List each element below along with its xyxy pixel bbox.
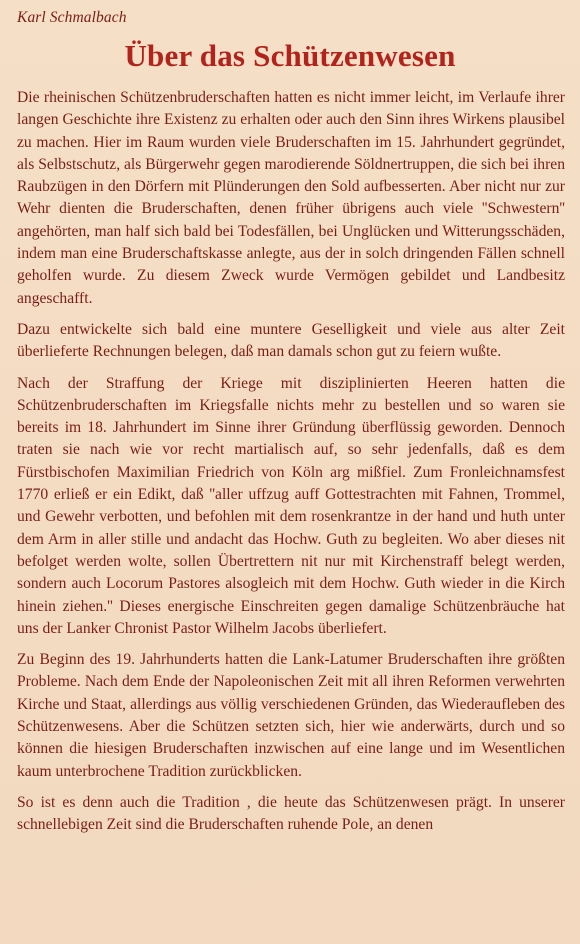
- paragraph-1: Die rheinischen Schützenbruderschaften hatten es nicht immer leicht, im Verlaufe ihrer langen Geschichte ihre Existenz zu erhalten oder auch den Sinn ihres Wirkens plausibel zu machen. Hier im Raum wurden viele Bruderschaften im 15. Jahrhundert gegründet, als Selbstschutz, als Bürgerwehr gegen marodierende Söldnertruppen, die sich bei ihren Raubzügen in den Dörfern mit Plünderungen den Sold aufbesserten. Aber nicht nur zur Wehr dienten die Bruderschaften, denen früher übrigens auch viele ''Schwestern'' angehörten, man half sich bald bei Todesfällen, bei Unglücken und Witterungsschäden, indem man eine Bruderschaftskasse anlegte, aus der in solch dringenden Fällen schnell geholfen wurde. Zu diesem Zweck wurde Vermögen gebildet und Landbesitz angeschafft.: [17, 89, 565, 307]
- page-title: Über das Schützenwesen: [124, 38, 456, 73]
- article-body: [17, 87, 565, 846]
- paragraph-3: Nach der Straffung der Kriege mit disziplinierten Heeren hatten die Schützenbruderschaften im Kriegsfalle nichts mehr zu bestellen und so waren sie bereits im 18. Jahrhundert im Sinne ihrer Gründung überflüssig geworden. Dennoch traten sie nach wie vor recht martialisch auf, so sehr jedenfalls, daß es dem Fürstbischofen Maximilian Friedrich von Köln arg mißfiel. Zum Fronleichnamsfest 1770 erließ er ein Edikt, daß ''aller uffzug auff Gottestrachten mit Fahnen, Trommel, und Gewehr verbotten, und befohlen mit dem rosenkrantze in der hand und huth unter dem Arm in aller stille und andacht das Hochw. Guth zu begleiten. Wo aber dieses nit befolget werden wolte, sollen Übertrettern nit nur mit Kirchenstraff belegt werden, sondern auch Locorum Pastores alsogleich mit dem Hochw. Guth wieder in die Kirch hinein ziehen.'' Dieses energische Einschreiten gegen damalige Schützenbräuche hat uns der Lanker Chronist Pastor Wilhelm Jacobs überliefert.: [17, 374, 565, 637]
- paragraph-5: So ist es denn auch die Tradition , die heute das Schützenwesen prägt. In unserer schnellebigen Zeit sind die Bruderschaften ruhende Pole, an denen: [17, 793, 565, 834]
- paragraph-4: Zu Beginn des 19. Jahrhunderts hatten die Lank-Latumer Bruderschaften ihre größten Probleme. Nach dem Ende der Napoleonischen Zeit mit all ihren Reformen verwehrten Kirche und Staat, allerdings aus völlig verschiedenen Gründen, das Wiederaufleben des Schützenwesens. Aber die Schützen setzten sich, hier wie anderwärts, durch und so können die hiesigen Bruderschaften inzwischen auf eine lange und im Wesentlichen kaum unterbrochene Tradition zurückblicken.: [17, 651, 565, 780]
- author-name: Karl Schmalbach: [17, 9, 127, 26]
- paragraph-2: Dazu entwickelte sich bald eine muntere Geselligkeit und viele aus alter Zeit überlieferte Rechnungen belegen, daß man damals schon gut zu feiern wußte.: [17, 320, 565, 361]
